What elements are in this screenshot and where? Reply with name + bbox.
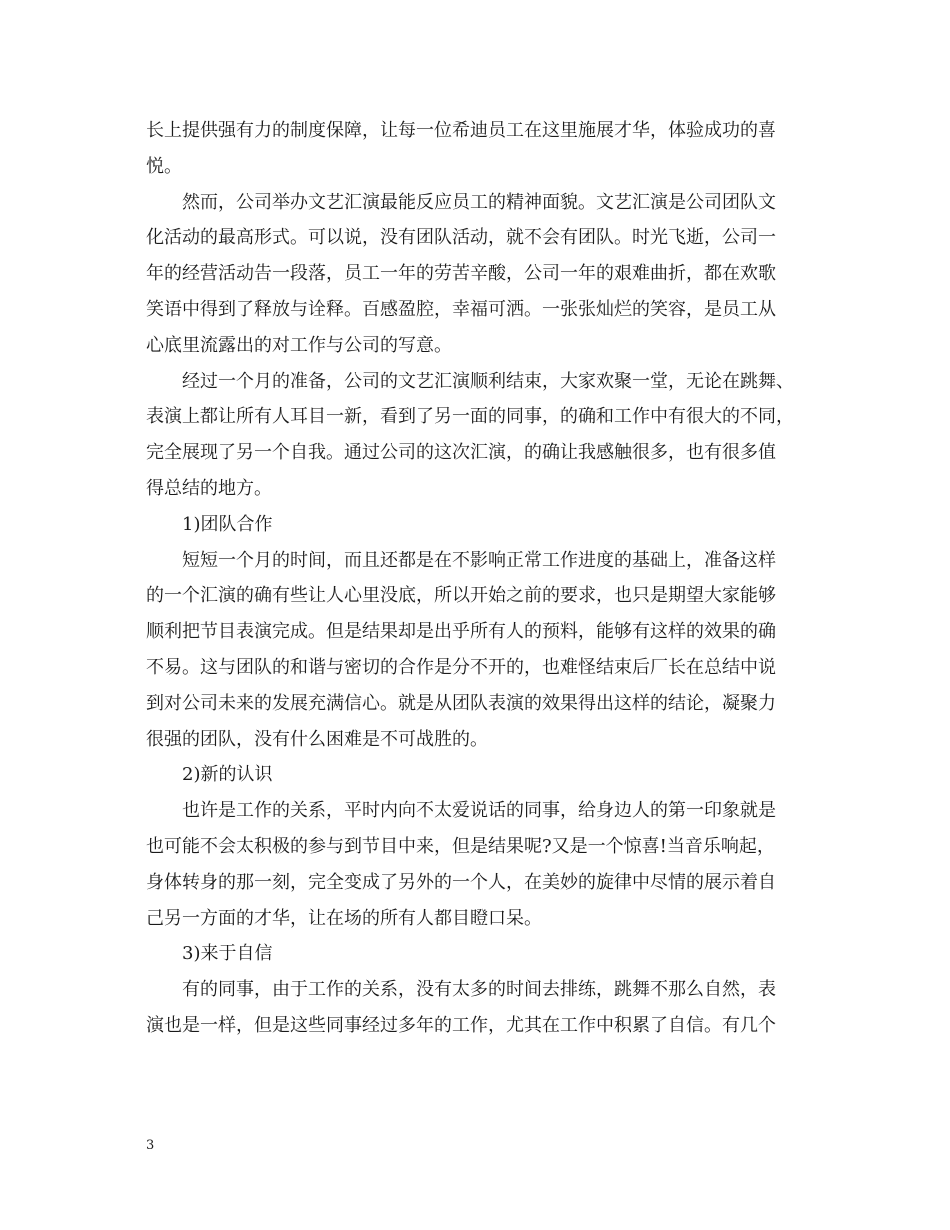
text-line: 短短一个月的时间，而且还都是在不影响正常工作进度的基础上，准备这样 [182,549,776,571]
text-line: 经过一个月的准备，公司的文艺汇演顺利结束，大家欢聚一堂，无论在跳舞、 [182,370,794,392]
section-heading: 1)团队合作 [182,513,273,535]
page-number: 3 [146,1138,155,1153]
text-line: 有的同事，由于工作的关系，没有太多的时间去排练，跳舞不那么自然，表 [182,979,776,1001]
text-line: 顺利把节目表演完成。但是结果却是出乎所有人的预料，能够有这样的效果的确 [146,621,776,643]
text-line: 己另一方面的才华，让在场的所有人都目瞪口呆。 [146,907,542,929]
text-line: 笑语中得到了释放与诠释。百感盈腔，幸福可洒。一张张灿烂的笑容，是员工从 [146,298,776,320]
text-line: 的一个汇演的确有些让人心里没底，所以开始之前的要求，也只是期望大家能够 [146,585,776,607]
text-line: 得总结的地方。 [146,477,272,499]
text-line: 也许是工作的关系，平时内向不太爱说话的同事，给身边人的第一印象就是 [182,800,776,822]
text-line: 化活动的最高形式。可以说，没有团队活动，就不会有团队。时光飞逝，公司一 [146,227,776,249]
section-heading: 3)来于自信 [182,943,273,965]
text-line: 然而，公司举办文艺汇演最能反应员工的精神面貌。文艺汇演是公司团队文 [182,191,776,213]
text-line: 很强的团队，没有什么困难是不可战胜的。 [146,728,488,750]
text-line: 心底里流露出的对工作与公司的写意。 [146,334,452,356]
text-line: 年的经营活动告一段落，员工一年的劳苦辛酸，公司一年的艰难曲折，都在欢歌 [146,263,776,285]
text-line: 演也是一样，但是这些同事经过多年的工作，尤其在工作中积累了自信。有几个 [146,1014,776,1036]
text-line: 长上提供强有力的制度保障，让每一位希迪员工在这里施展才华，体验成功的喜 [146,120,776,141]
text-line: 也可能不会太积极的参与到节目中来，但是结果呢?又是一个惊喜!当音乐响起， [146,835,775,857]
text-line: 悦。 [146,155,182,177]
text-line: 到对公司未来的发展充满信心。就是从团队表演的效果得出这样的结论，凝聚力 [146,692,776,714]
text-line: 身体转身的那一刻，完全变成了另外的一个人，在美妙的旋律中尽情的展示着自 [146,871,776,893]
text-line: 表演上都让所有人耳目一新，看到了另一面的同事，的确和工作中有很大的不同， [146,406,794,428]
text-line: 完全展现了另一个自我。通过公司的这次汇演，的确让我感触很多，也有很多值 [146,442,776,464]
body-text [146,113,806,1044]
section-heading: 2)新的认识 [182,764,273,786]
text-line: 不易。这与团队的和谐与密切的合作是分不开的，也难怪结束后厂长在总结中说 [146,656,776,678]
